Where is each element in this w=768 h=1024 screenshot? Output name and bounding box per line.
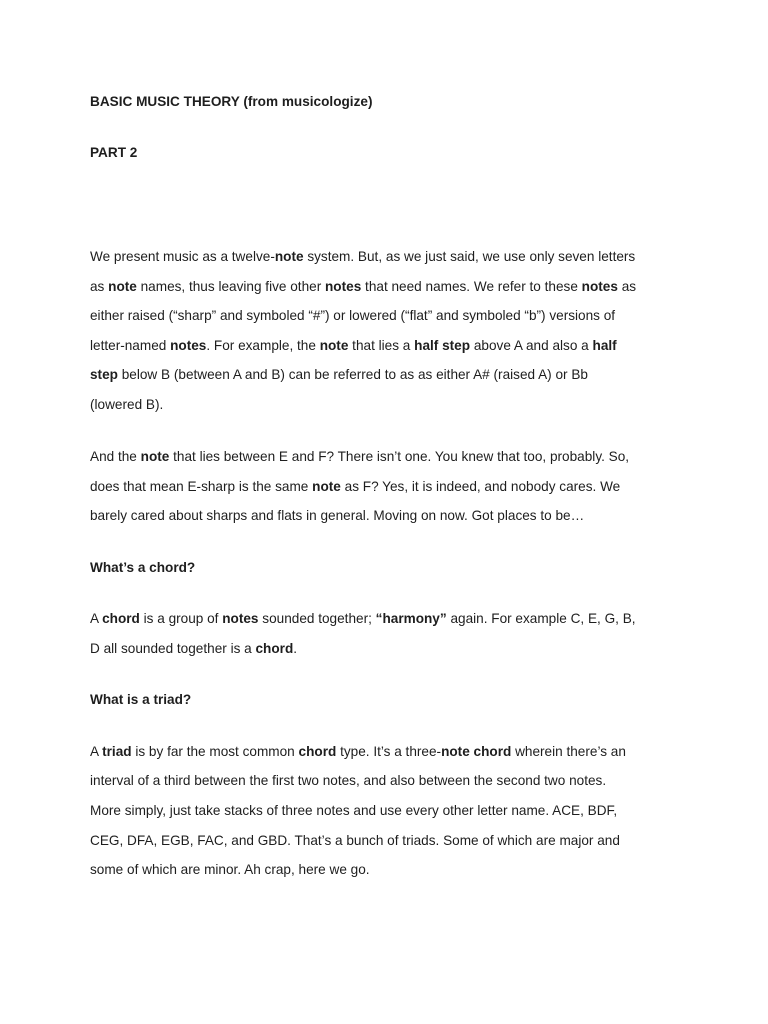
paragraph-3-line-1: A chord is a group of notes sounded together; “harmony” again. For example C, E, G, B,	[90, 611, 636, 626]
paragraph-4-line-4: CEG, DFA, EGB, FAC, and GBD. That’s a bunch of triads. Some of which are major and	[90, 833, 620, 848]
paragraph-2-line-3: barely cared about sharps and flats in general. Moving on now. Got places to be…	[90, 508, 585, 523]
paragraph-4-line-2: interval of a third between the first two notes, and also between the second two notes.	[90, 773, 607, 788]
paragraph-3-line-2: D all sounded together is a chord.	[90, 641, 298, 656]
paragraph-2-line-2: does that mean E-sharp is the same note as F? Yes, it is indeed, and nobody cares. We	[90, 479, 621, 494]
section-heading-chord: What’s a chord?	[90, 560, 196, 575]
paragraph-1-line-5: step below B (between A and B) can be referred to as as either A# (raised A) or Bb	[90, 367, 588, 382]
paragraph-4-line-3: More simply, just take stacks of three notes and use every other letter name. ACE, BDF,	[90, 803, 618, 818]
paragraph-1-line-2: as note names, thus leaving five other notes that need names. We refer to these notes as	[90, 279, 637, 294]
paragraph-1-line-1: We present music as a twelve-note system. But, as we just said, we use only seven letters	[90, 249, 636, 264]
paragraph-1-line-3: either raised (“sharp” and symboled “#”) or lowered (“flat” and symboled “b”) versions of	[90, 308, 616, 323]
section-heading-triad: What is a triad?	[90, 692, 192, 707]
document-title: BASIC MUSIC THEORY (from musicologize)	[90, 94, 373, 109]
paragraph-1-line-4: letter-named notes. For example, the note that lies a half step above A and also a half	[90, 338, 617, 353]
paragraph-1-line-6: (lowered B).	[90, 397, 164, 412]
part-heading: PART 2	[90, 145, 138, 160]
paragraph-4-line-1: A triad is by far the most common chord type. It’s a three-note chord wherein there’s an	[90, 744, 626, 759]
paragraph-4-line-5: some of which are minor. Ah crap, here we go.	[90, 862, 370, 877]
paragraph-2-line-1: And the note that lies between E and F? There isn’t one. You knew that too, probably. So,	[90, 449, 630, 464]
